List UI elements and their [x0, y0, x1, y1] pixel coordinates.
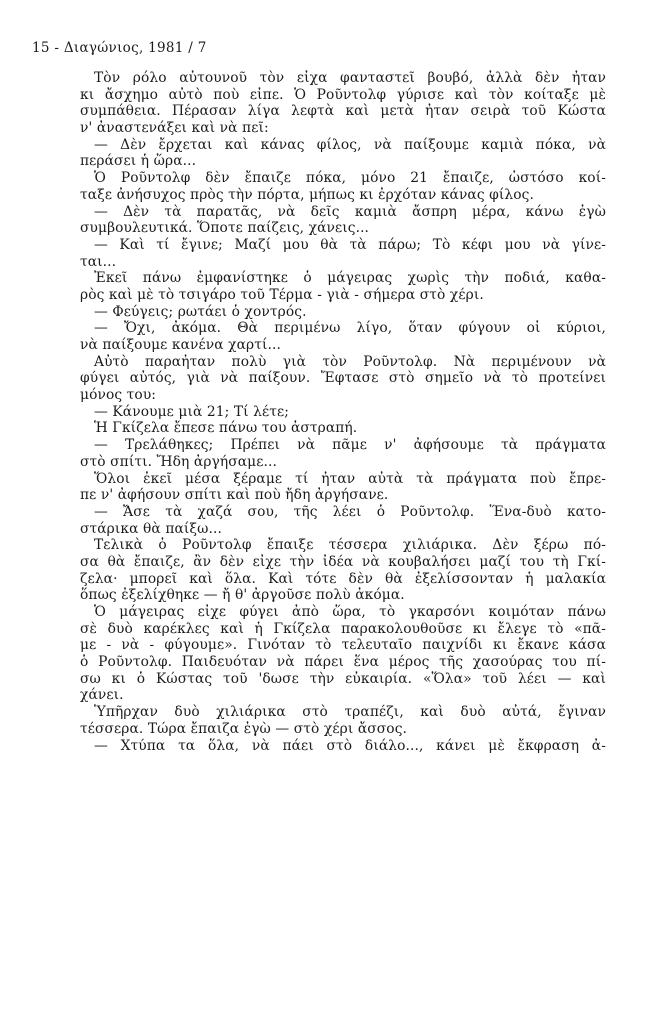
text-line: πε ν' ἀφήσουν σπίτι καὶ ποὺ ἤδη ἀργήσανε.	[80, 487, 389, 504]
text-line: Αὐτὸ παραἦταν πολὺ γιὰ τὸν Ροῦντολφ. Νὰ περιμένουν νὰ	[94, 353, 606, 370]
text-line: Ὁ μάγειρας εἶχε φύγει ἀπὸ ὥρα, τὸ γκαρσόνι κοιμόταν πάνω	[94, 604, 606, 620]
text-line: ὅπως ἐξελίχθηκε — ἤ θ' ἀργοῦσε πολὺ ἀκόμα.	[80, 587, 405, 604]
text-line: ται...	[80, 253, 117, 270]
text-line: — Ἄσε τὰ χαζά σου, τῆς λέει ὁ Ροῦντολφ. Ἕνα-δυὸ κατο-	[94, 503, 606, 520]
text-line: στὸ σπίτι. Ἤδη ἀργήσαμε...	[80, 453, 277, 470]
text-line: νὰ παίξουμε κανένα χαρτί...	[80, 337, 281, 353]
page-header: 15 - Διαγώνιος, 1981 / 7	[32, 40, 207, 56]
text-line: — Χτύπα τα ὅλα, νὰ πάει στὸ διάλο..., κάνει μὲ ἔκφραση ἀ-	[94, 737, 606, 754]
text-line: ταξε ἀνήσυχος πρὸς τὴν πόρτα, μήπως κι ἐρχόταν κάνας φίλος.	[80, 186, 534, 203]
text-line: μόνος του:	[80, 387, 157, 404]
text-line: Ὁ Ροῦντολφ δὲν ἔπαιζε πόκα, μόνο 21 ἔπαιζε, ὡστόσο κοί-	[94, 170, 606, 187]
text-line: χάνει.	[80, 687, 124, 704]
text-line: Τελικὰ ὁ Ροῦντολφ ἔπαιξε τέσσερα χιλιάρικα. Δὲν ξέρω πό-	[94, 537, 606, 554]
text-line: με - νὰ - φύγουμε». Γινόταν τὸ τελευταῖο παιχνίδι κι ἔκανε κάσα	[80, 637, 606, 654]
text-line: συμπάθεια. Πέρασαν λίγα λεφτὰ καὶ μετὰ ἦταν σειρὰ τοῦ Κώστα	[80, 103, 606, 120]
text-line: φύγει αὐτός, γιὰ νὰ παίξουν. Ἔφτασε στὸ σημεῖο νὰ τὸ προτείνει	[80, 370, 606, 387]
text-line: — Τρελάθηκες; Πρέπει νὰ πᾶμε ν' ἀφήσουμε τὰ πράγματα	[94, 437, 606, 454]
text-line: τέσσερα. Τώρα ἔπαιζα ἐγὼ — στὸ χέρι ἄσσος.	[80, 720, 408, 737]
body-text	[80, 70, 606, 754]
text-line: στάρικα θὰ παίξω...	[80, 520, 222, 537]
text-line: Ἐκεῖ πάνω ἐμφανίστηκε ὁ μάγειρας χωρὶς τὴν ποδιά, καθα-	[94, 270, 606, 287]
text-line: Ἡ Γκίζελα ἔπεσε πάνω του ἀστραπή.	[94, 420, 358, 437]
text-line: περάσει ἡ ὥρα...	[80, 153, 197, 170]
text-line: ρὸς καὶ μὲ τὸ τσιγάρο τοῦ Τέρμα - γιὰ - σήμερα στὸ χέρι.	[80, 286, 484, 303]
text-line: κι ἄσχημο αὐτὸ ποὺ εἶπε. Ὁ Ροῦντολφ γύρισε καὶ τὸν κοίταξε μὲ	[80, 86, 606, 103]
text-line: — Δὲν τὰ παρατᾶς, νὰ δεῖς καμιὰ ἄσπρη μέρα, κάνω ἐγὼ	[94, 203, 606, 220]
text-line: — Φεύγεις; ρωτάει ὁ χοντρός.	[94, 303, 307, 320]
text-line: σα θὰ ἔπαιζε, ἂν δὲν εἶχε τὴν ἰδέα νὰ κουβαλήσει μαζί του τὴ Γκί-	[80, 553, 606, 570]
text-line: — Καὶ τί ἔγινε; Μαζί μου θὰ τὰ πάρω; Τὸ κέφι μου νὰ γίνε-	[94, 236, 606, 253]
text-line: Τὸν ρόλο αὐτουνοῦ τὸν εἶχα φανταστεῖ βουβό, ἀλλὰ δὲν ἦταν	[94, 70, 606, 86]
text-line: συμβουλευτικά. Ὅποτε παίζεις, χάνεις...	[80, 220, 370, 237]
text-line: Ὑπῆρχαν δυὸ χιλιάρικα στὸ τραπέζι, καὶ δυὸ αὐτά, ἔγιναν	[94, 704, 606, 721]
text-line: Ὅλοι ἐκεῖ μέσα ξέραμε τί ἦταν αὐτὰ τὰ πράγματα ποὺ ἔπρε-	[94, 470, 606, 487]
text-line: — Κάνουμε μιὰ 21; Τί λέτε;	[94, 403, 289, 420]
text-line: σὲ δυὸ καρέκλες καὶ ἡ Γκίζελα παρακολουθοῦσε κι ἔλεγε τὸ «πᾶ-	[80, 620, 606, 637]
text-line: σω κι ὁ Κώστας τοῦ 'δωσε τὴν εὐκαιρία. «Ὅλα» τοῦ λέει — καὶ	[80, 670, 606, 687]
text-line: — Ὄχι, ἀκόμα. Θὰ περιμένω λίγο, ὅταν φύγουν οἱ κύριοι,	[94, 320, 606, 337]
text-line: ν' ἀναστενάξει καὶ νὰ πεῖ:	[80, 120, 269, 137]
text-line: — Δὲν ἔρχεται καὶ κάνας φίλος, νὰ παίξουμε καμιὰ πόκα, νὰ	[94, 136, 606, 153]
text-line: ζελα· μπορεῖ καὶ ὅλα. Καὶ τότε δὲν θὰ ἐξελίσσονταν ἡ μαλακία	[80, 570, 606, 587]
text-line: ὁ Ροῦντολφ. Παιδευόταν νὰ πάρει ἕνα μέρος τῆς χασούρας του πί-	[80, 654, 606, 671]
